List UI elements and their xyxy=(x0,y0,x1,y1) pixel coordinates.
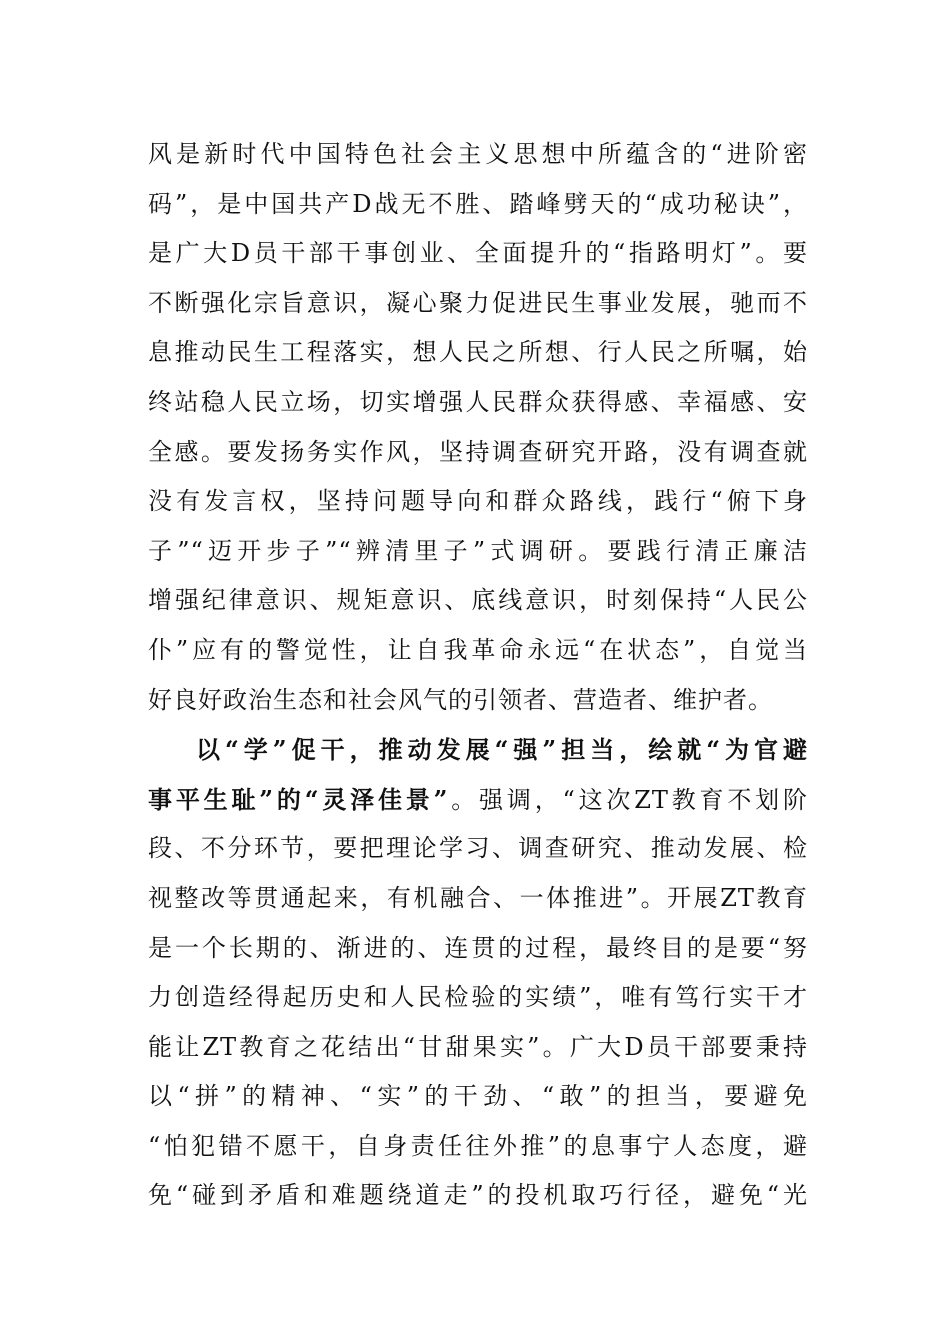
text-line: 段、不分环节，要把理论学习、调查研究、推动发展、检 xyxy=(148,834,808,863)
text-line: 能让ZT教育之花结出“甘甜果实”。广大D员干部要秉持 xyxy=(148,1032,808,1061)
text-line: 息推动民生工程落实，想人民之所想、行人民之所嘱，始 xyxy=(148,338,808,367)
text-line: 是一个长期的、渐进的、连贯的过程，最终目的是要“努 xyxy=(148,933,808,962)
text-line: 以“拼”的精神、“实”的干劲、“敢”的担当，要避免 xyxy=(148,1082,808,1111)
text-line: 增强纪律意识、规矩意识、底线意识，时刻保持“人民公 xyxy=(148,586,808,615)
text-line: 力创造经得起历史和人民检验的实绩”，唯有笃行实干才 xyxy=(148,983,808,1012)
paragraph-2 xyxy=(148,725,808,1221)
document-page xyxy=(148,130,808,1221)
paragraph-1 xyxy=(148,130,808,725)
text-line: 是广大D员干部干事创业、全面提升的“指路明灯”。要 xyxy=(148,239,808,268)
text-line: 全感。要发扬务实作风，坚持调查研究开路，没有调查就 xyxy=(148,437,808,466)
section-heading: 以“学”促干，推动发展“强”担当，绘就“为官避 xyxy=(196,735,808,765)
text-line: 视整改等贯通起来，有机融合、一体推进”。开展ZT教育 xyxy=(148,883,808,912)
text-line: 风是新时代中国特色社会主义思想中所蕴含的“进阶密 xyxy=(148,140,808,168)
text-line: 码”，是中国共产D战无不胜、踏峰劈天的“成功秘诀”， xyxy=(148,189,808,218)
text-line: 免“碰到矛盾和难题绕道走”的投机取巧行径，避免“光 xyxy=(148,1181,808,1210)
text-line: “怕犯错不愿干，自身责任往外推”的息事宁人态度，避 xyxy=(148,1131,808,1160)
text-line: 仆”应有的警觉性，让自我革命永远“在状态”，自觉当 xyxy=(148,635,808,664)
text-line: 不断强化宗旨意识，凝心聚力促进民生事业发展，驰而不 xyxy=(148,288,808,317)
text-line xyxy=(148,775,808,825)
text-line: 没有发言权，坚持问题导向和群众路线，践行“俯下身 xyxy=(148,487,808,516)
section-heading-continued: 事平生耻”的“灵泽佳景” xyxy=(148,784,449,814)
text-line-rest: 。强调，“这次ZT教育不划阶 xyxy=(448,785,809,814)
text-line: 子”“迈开步子”“辨清里子”式调研。要践行清正廉洁 xyxy=(148,536,808,565)
text-line: 好良好政治生态和社会风气的引领者、营造者、维护者。 xyxy=(148,685,773,714)
text-line: 终站稳人民立场，切实增强人民群众获得感、幸福感、安 xyxy=(148,387,808,416)
